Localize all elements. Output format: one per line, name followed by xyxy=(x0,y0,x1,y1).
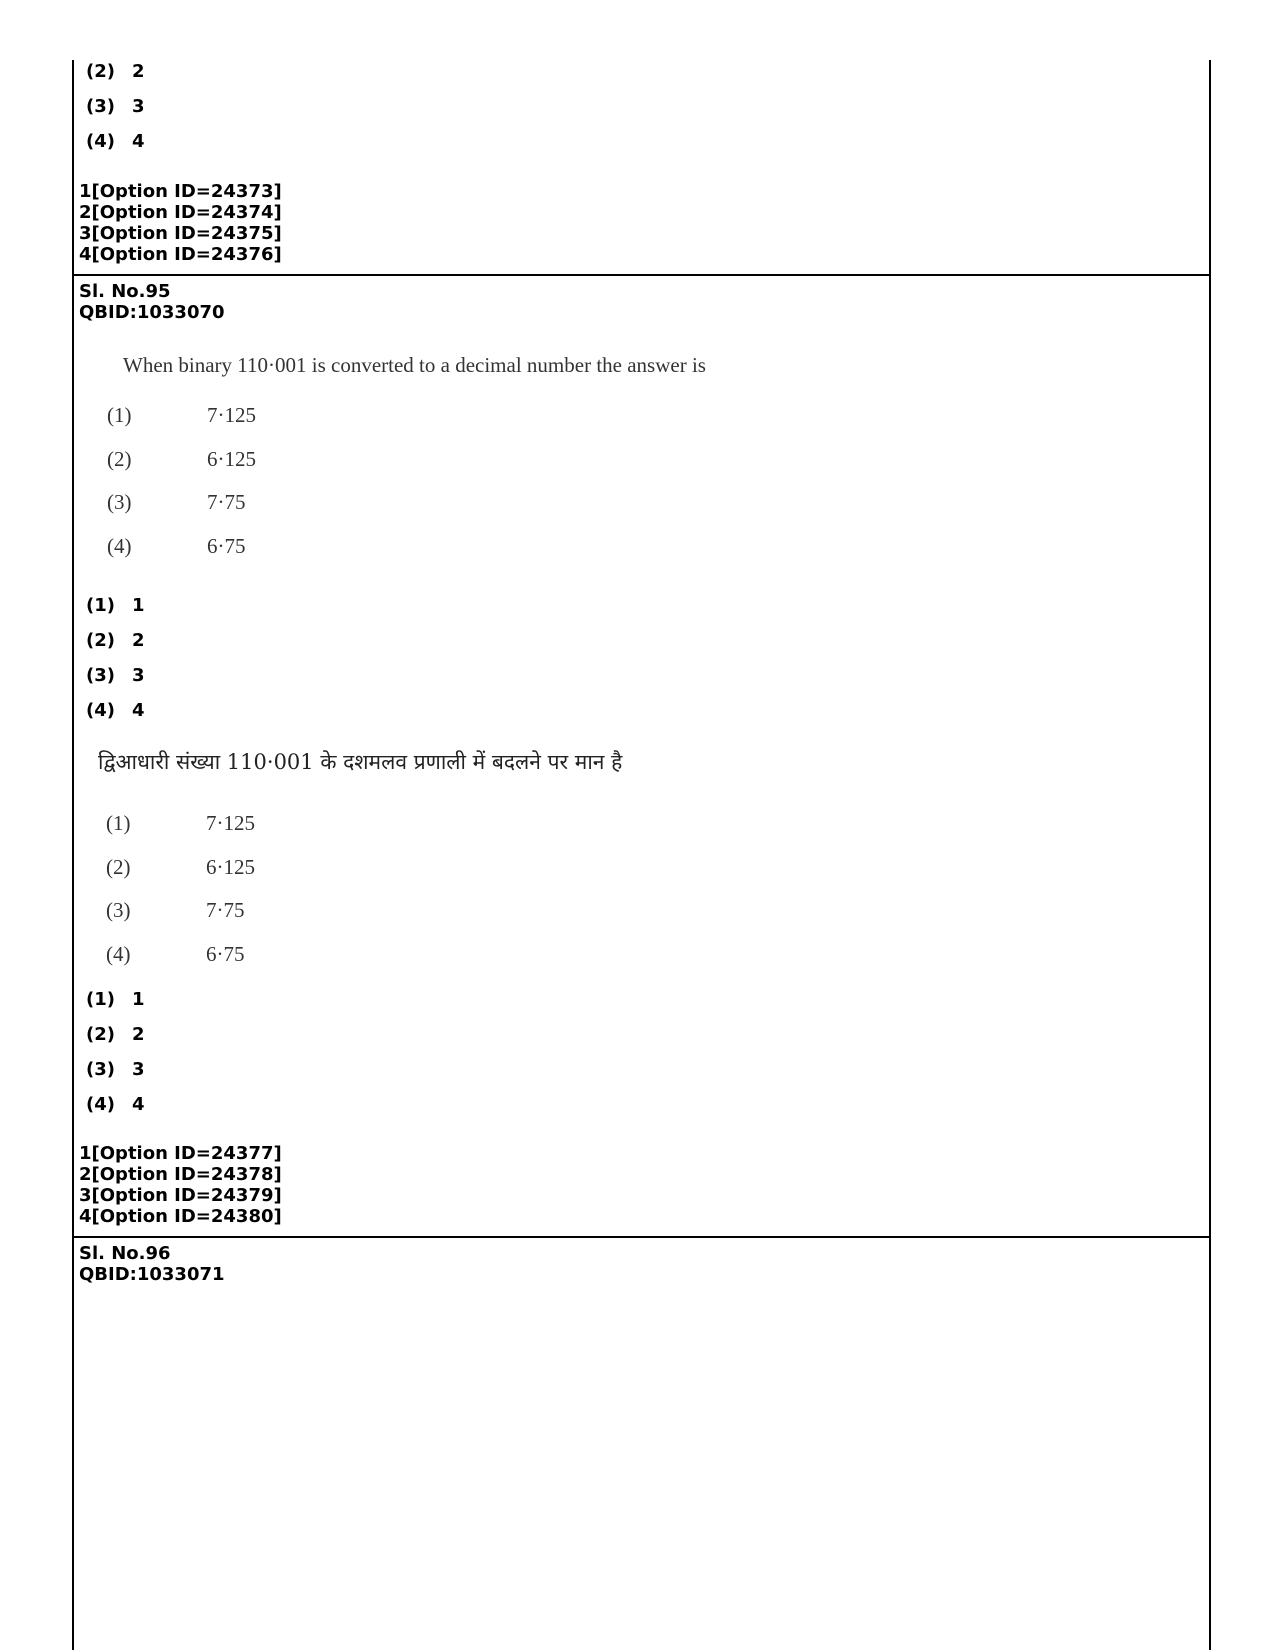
question-text-hindi: द्विआधारी संख्या 110·001 के दशमलव प्रणाली में बदलने पर मान है xyxy=(98,750,623,774)
answer-option: (2) 2 xyxy=(86,1024,145,1045)
question-header xyxy=(79,281,225,323)
question-choice: (3) 7·75 xyxy=(107,490,246,514)
answer-option: (4) 4 xyxy=(86,1094,145,1115)
question-divider xyxy=(72,1236,1211,1238)
question-choice: (4) 6·75 xyxy=(106,942,245,966)
qbid: QBID:1033070 xyxy=(79,302,225,323)
question-text-english: When binary 110·001 is converted to a decimal number the answer is xyxy=(123,353,706,377)
question-choice: (2) 6·125 xyxy=(106,855,255,879)
question-choice: (1) 7·125 xyxy=(107,403,256,427)
answer-option: (3) 3 xyxy=(86,96,145,117)
serial-number: Sl. No.95 xyxy=(79,281,171,302)
table-right-border xyxy=(1209,60,1211,1650)
question-divider xyxy=(72,274,1211,276)
answer-option: (4) 4 xyxy=(86,700,145,721)
question-header xyxy=(79,1243,225,1285)
answer-option: (2) 2 xyxy=(86,630,145,651)
answer-option: (1) 1 xyxy=(86,989,145,1010)
question-choice: (3) 7·75 xyxy=(106,898,245,922)
option-id-list: 1[Option ID=24377] 2[Option ID=24378] 3[Option ID=24379] 4[Option ID=24380] xyxy=(79,1143,282,1227)
question-choice: (4) 6·75 xyxy=(107,534,246,558)
answer-option: (4) 4 xyxy=(86,131,145,152)
answer-option: (2) 2 xyxy=(86,61,145,82)
answer-option: (3) 3 xyxy=(86,665,145,686)
qbid: QBID:1033071 xyxy=(79,1264,225,1285)
table-left-border xyxy=(72,60,74,1650)
question-choice: (2) 6·125 xyxy=(107,447,256,471)
answer-option: (1) 1 xyxy=(86,595,145,616)
question-choice: (1) 7·125 xyxy=(106,811,255,835)
serial-number: Sl. No.96 xyxy=(79,1243,171,1264)
answer-option: (3) 3 xyxy=(86,1059,145,1080)
option-id-list: 1[Option ID=24373] 2[Option ID=24374] 3[Option ID=24375] 4[Option ID=24376] xyxy=(79,181,282,265)
